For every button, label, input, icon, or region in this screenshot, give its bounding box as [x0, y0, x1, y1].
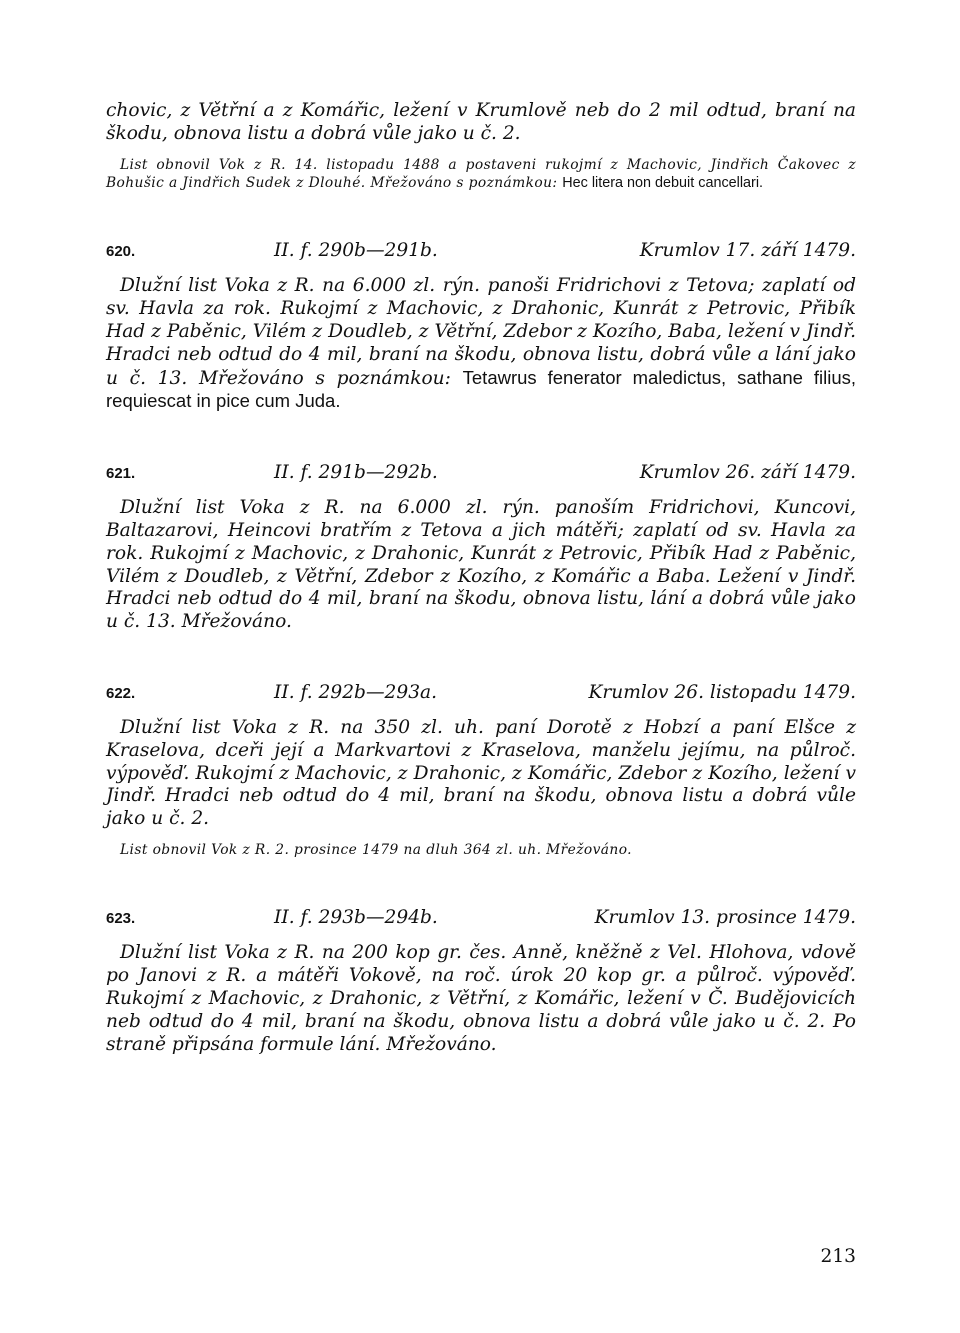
entry-heading	[106, 907, 856, 928]
entry-folio: II. f. 291b—292b.	[274, 462, 438, 484]
entry-folio: II. f. 290b—291b.	[274, 240, 438, 262]
entry-body-italic: Dlužní list Voka z R. na 6.000 zl. rýn. panoši Fridrichovi z Tetova; zaplatí od sv. Havla za rok. Rukojmí z Machovic, z Drahonic, Kunrát z Petrovic, Přibík Had z Paběnic, Vilém z Doudleb, z Větřní, Zdebor z Kozího, Baba, ležení v Jindř. Hradci neb odtud do 4 mil, braní na škodu, obnova listu, dobrá vůle a lání jako u č. 13. Mřežováno s poznámkou:	[106, 275, 856, 389]
entry-place-date: Krumlov 26. září 1479.	[639, 462, 856, 484]
entry-623	[106, 907, 856, 1056]
entry-body	[106, 942, 856, 1056]
entry-heading	[106, 682, 856, 703]
entry-body-italic: Dlužní list Voka z R. na 200 kop gr. čes. Anně, kněžně z Vel. Hlohova, vdově po Janovi z R. a mátěři Vokově, na roč. úrok 20 kop gr. a půlroč. výpověď. Rukojmí z Machovic, z Drahonic, z Větřní, z Komářic, ležení v Č. Budějovicích neb odtud do 4 mil, braní na škodu, obnova listu a dobrá vůle jako u č. 2. Po straně připsána formule lání. Mřežováno.	[106, 942, 856, 1055]
entry-folio: II. f. 293b—294b.	[274, 907, 438, 929]
entry-place-date: Krumlov 26. listopadu 1479.	[588, 681, 856, 703]
entry-body	[106, 497, 856, 634]
intro-note-italic: List obnovil Vok z R. 14. listopadu 1488 a postaveni rukojmí z Machovic, Jindřich Čakovec z Bohušic a Jindřich Sudek z Dlouhé. Mřežováno s poznámkou:	[106, 156, 856, 191]
page-number: 213	[820, 1246, 856, 1267]
entry-body	[106, 275, 856, 414]
entry-body-italic: Dlužní list Voka z R. na 350 zl. uh. paní Dorotě z Hobzí a paní Elšce z Kraselova, dceři její a Markvartovi z Kraselova, manželu jejímu, na půlroč. výpověď. Rukojmí z Machovic, z Drahonic, z Komářic, Zdebor z Kozího, ležení v Jindř. Hradci neb odtud do 4 mil, braní na škodu, obnova listu a dobrá vůle jako u č. 2.	[106, 716, 856, 830]
intro-paragraph	[106, 100, 856, 146]
entry-note: List obnovil Vok z R. 2. prosince 1479 na dluh 364 zl. uh. Mřežováno.	[120, 841, 632, 858]
entry-621	[106, 462, 856, 634]
document-page	[106, 100, 856, 1056]
intro-note-latin: Hec litera non debuit cancellari.	[562, 175, 764, 191]
entry-body	[106, 717, 856, 831]
entry-number: 622.	[106, 684, 136, 702]
entry-body-latin: Tetawrus fenerator maledictus, sathane filius, requiescat in pice cum Juda.	[106, 366, 857, 412]
entry-number: 623.	[106, 910, 136, 928]
entry-number: 621.	[106, 465, 136, 483]
entry-620	[106, 240, 856, 414]
entry-place-date: Krumlov 13. prosince 1479.	[594, 907, 856, 929]
entry-folio: II. f. 292b—293a.	[274, 681, 438, 703]
entry-622	[106, 682, 856, 859]
entry-number: 620.	[106, 243, 136, 261]
entry-heading	[106, 240, 856, 261]
entry-heading	[106, 462, 856, 483]
intro-note	[106, 156, 856, 193]
intro-text: chovic, z Větřní a z Komářic, ležení v Krumlově neb do 2 mil odtud, braní na škodu, obnova listu a dobrá vůle jako u č. 2.	[106, 100, 856, 144]
entry-body-italic: Dlužní list Voka z R. na 6.000 zl. rýn. panoším Fridrichovi, Kuncovi, Baltazarovi, Heincovi bratřím z Tetova a jich mátěři; zaplatí od sv. Havla za rok. Rukojmí z Machovic, z Drahonic, Kunrát z Petrovic, Přibík Had z Paběnic, Vilém z Doudleb, z Větřní, Zdebor z Kozího, z Komářic a Baba. Ležení v Jindř. Hradci neb odtud do 4 mil, braní na škodu, obnova listu, lání a dobrá vůle jako u č. 13. Mřežováno.	[106, 497, 856, 633]
entry-place-date: Krumlov 17. září 1479.	[639, 240, 856, 262]
